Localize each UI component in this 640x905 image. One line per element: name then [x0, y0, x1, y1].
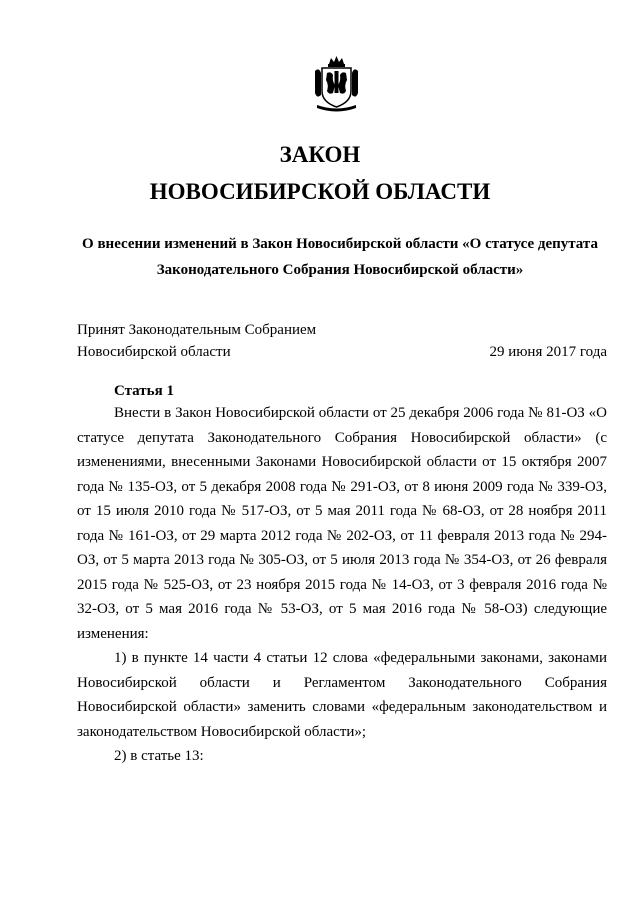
law-title: ЗАКОН — [279, 142, 361, 167]
subtitle-line-1: О внесении изменений в Закон Новосибирской области «О статусе депутата — [82, 236, 598, 252]
paragraph: 2) в статье 13: — [114, 748, 204, 764]
adopted-by-line: Принят Законодательным Собранием — [77, 322, 317, 338]
coat-of-arms-icon — [313, 55, 360, 112]
paragraph: Внести в Закон Новосибирской области от 25 декабря 2006 года № 81-ОЗ «О статусе депутата Законодательного Собрания Новосибирской области» (с изменениями, внесенными Законами Новосибирской области от 15 октября 2007 года № 135-ОЗ, от 5 декабря 2008 года № 291-ОЗ, от 8 июня 2009 года № 339-ОЗ, от 15 июля 2010 года № 517-ОЗ, от 5 мая 2011 года № 68-ОЗ, от 28 ноября 2011 года № 161-ОЗ, от 29 марта 2012 года № 202-ОЗ, от 11 февраля 2013 года № 294-ОЗ, от 5 марта 2013 года № 305-ОЗ, от 5 июля 2013 года № 354-ОЗ, от 26 февраля 2015 года № 525-ОЗ, от 23 ноября 2015 года № 14-ОЗ, от 3 февраля 2016 года № 32-ОЗ, от 5 мая 2016 года № 53-ОЗ, от 5 мая 2016 года № 58-ОЗ) следующие изменения: — [77, 405, 607, 642]
adopted-by-region: Новосибирской области — [77, 344, 231, 360]
law-region-title: НОВОСИБИРСКОЙ ОБЛАСТИ — [149, 179, 491, 204]
subtitle-line-2: Законодательного Собрания Новосибирской области» — [156, 262, 524, 278]
paragraph: 1) в пункте 14 части 4 статьи 12 слова «федеральными законами, законами Новосибирской области и Регламентом Законодательного Собрания Новосибирской области» заменить словами «федеральным законодательством и законодательством Новосибирской области»; — [77, 650, 607, 740]
article-heading: Статья 1 — [114, 383, 174, 399]
law-subtitle — [70, 231, 610, 283]
adoption-date: 29 июня 2017 года — [489, 344, 607, 360]
adopted-row — [77, 341, 607, 363]
article-body — [77, 401, 607, 769]
adoption-block — [77, 319, 607, 363]
